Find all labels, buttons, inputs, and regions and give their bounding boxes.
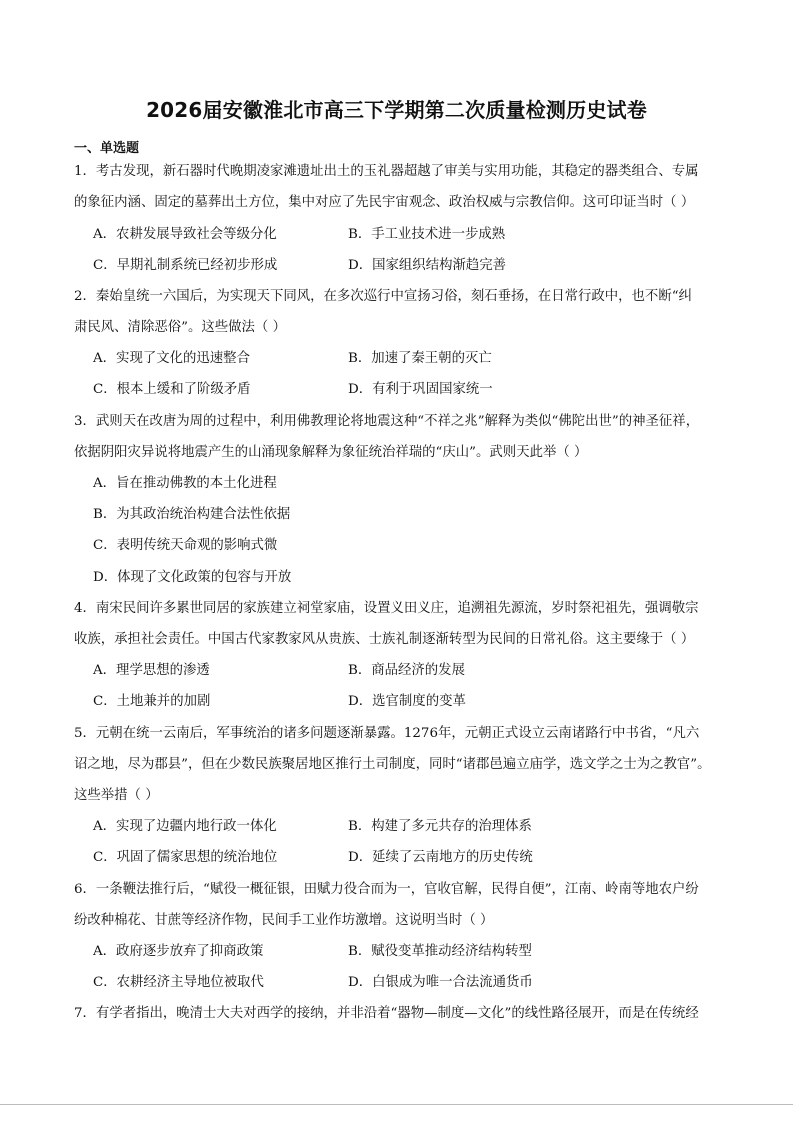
question-6-option-c[interactable]: C．农耕经济主导地位被取代 bbox=[93, 975, 264, 990]
question-5-stem-line-2: 诏之地，尽为郡县”，但在少数民族聚居地区推行土司制度，同时“诸郡邑遍立庙学，选文学之士为之教官”。 bbox=[74, 757, 711, 772]
question-1-option-b[interactable]: B．手工业技术进一步成熟 bbox=[348, 227, 506, 242]
question-6-stem-line-1: 6．一条鞭法推行后，“赋役一概征银，田赋力役合而为一，官收官解，民得自便”，江南、岭南等地农户纷 bbox=[74, 882, 699, 897]
question-2-stem-line-1: 2．秦始皇统一六国后，为实现天下同风，在多次巡行中宣扬习俗，刻石垂扬，在日常行政中，也不断“纠 bbox=[74, 289, 692, 304]
question-2-option-a[interactable]: A．实现了文化的迅速整合 bbox=[93, 351, 250, 366]
question-1-stem-line-1: 1．考古发现，新石器时代晚期凌家滩遗址出土的玉礼器超越了审美与实用功能，其稳定的器类组合、专属 bbox=[74, 164, 699, 179]
question-6-option-b[interactable]: B．赋役变革推动经济结构转型 bbox=[348, 944, 532, 959]
question-5-stem-line-1: 5．元朝在统一云南后，军事统治的诸多问题逐渐暴露。1276年，元朝正式设立云南诸路行中书省，“凡六 bbox=[74, 726, 700, 741]
question-5-option-b[interactable]: B．构建了多元共存的治理体系 bbox=[348, 819, 532, 834]
section-heading: 一、单选题 bbox=[74, 141, 140, 156]
question-2-option-c[interactable]: C．根本上缓和了阶级矛盾 bbox=[93, 382, 251, 397]
question-3-stem-line-2: 依据阴阳灾异说将地震产生的山涌现象解释为象征统治祥瑞的“庆山”。武则天此举（ ） bbox=[74, 445, 588, 460]
question-3-option-a[interactable]: A．旨在推动佛教的本土化进程 bbox=[93, 476, 277, 491]
question-5-option-d[interactable]: D．延续了云南地方的历史传统 bbox=[348, 850, 533, 865]
question-4-option-d[interactable]: D．选官制度的变革 bbox=[348, 694, 466, 709]
question-4-stem-line-2: 收族，承担社会责任。中国古代家教家风从贵族、士族礼制逐渐转型为民间的日常礼俗。这主要缘于（ ） bbox=[74, 632, 695, 647]
question-3-option-b[interactable]: B．为其政治统治构建合法性依据 bbox=[93, 507, 291, 522]
question-3-stem-line-1: 3．武则天在改唐为周的过程中，利用佛教理论将地震这种“不祥之兆”解释为类似“佛陀出世”的神圣征祥， bbox=[74, 414, 700, 429]
question-4-option-c[interactable]: C．土地兼并的加剧 bbox=[93, 694, 211, 709]
question-1-option-a[interactable]: A．农耕发展导致社会等级分化 bbox=[93, 227, 277, 242]
question-2-option-b[interactable]: B．加速了秦王朝的灭亡 bbox=[348, 351, 492, 366]
question-4-option-a[interactable]: A．理学思想的渗透 bbox=[93, 663, 210, 678]
question-3-option-d[interactable]: D．体现了文化政策的包容与开放 bbox=[93, 570, 292, 585]
question-2-stem-line-2: 肃民风、清除恶俗”。这些做法（ ） bbox=[74, 320, 286, 335]
question-6-option-d[interactable]: D．白银成为唯一合法流通货币 bbox=[348, 975, 533, 990]
question-1-option-c[interactable]: C．早期礼制系统已经初步形成 bbox=[93, 258, 278, 273]
question-5-option-a[interactable]: A．实现了边疆内地行政一体化 bbox=[93, 819, 277, 834]
question-4-stem-line-1: 4．南宋民间许多累世同居的家族建立祠堂家庙，设置义田义庄，追溯祖先源流，岁时祭祀祖先，强调敬宗 bbox=[74, 601, 699, 616]
page-bottom-divider bbox=[0, 1104, 793, 1105]
question-6-option-a[interactable]: A．政府逐步放弃了抑商政策 bbox=[93, 944, 264, 959]
question-1-stem-line-2: 的象征内涵、固定的墓葬出土方位，集中对应了先民宇宙观念、政治权威与宗教信仰。这可印证当时（ ） bbox=[74, 195, 695, 210]
page-title: 2026届安徽淮北市高三下学期第二次质量检测历史试卷 bbox=[146, 98, 647, 122]
question-4-option-b[interactable]: B．商品经济的发展 bbox=[348, 663, 465, 678]
question-6-stem-line-2: 纷改种棉花、甘蔗等经济作物，民间手工业作坊激增。这说明当时（ ） bbox=[74, 913, 494, 928]
question-2-option-d[interactable]: D．有利于巩固国家统一 bbox=[348, 382, 493, 397]
question-5-option-c[interactable]: C．巩固了儒家思想的统治地位 bbox=[93, 850, 278, 865]
question-1-option-d[interactable]: D．国家组织结构渐趋完善 bbox=[348, 258, 507, 273]
question-7-stem-line-1: 7．有学者指出，晚清士大夫对西学的接纳，并非沿着“器物—制度—文化”的线性路径展开，而是在传统经 bbox=[74, 1006, 699, 1021]
question-3-option-c[interactable]: C．表明传统天命观的影响式微 bbox=[93, 538, 278, 553]
question-5-stem-line-3: 这些举措（ ） bbox=[74, 788, 159, 803]
